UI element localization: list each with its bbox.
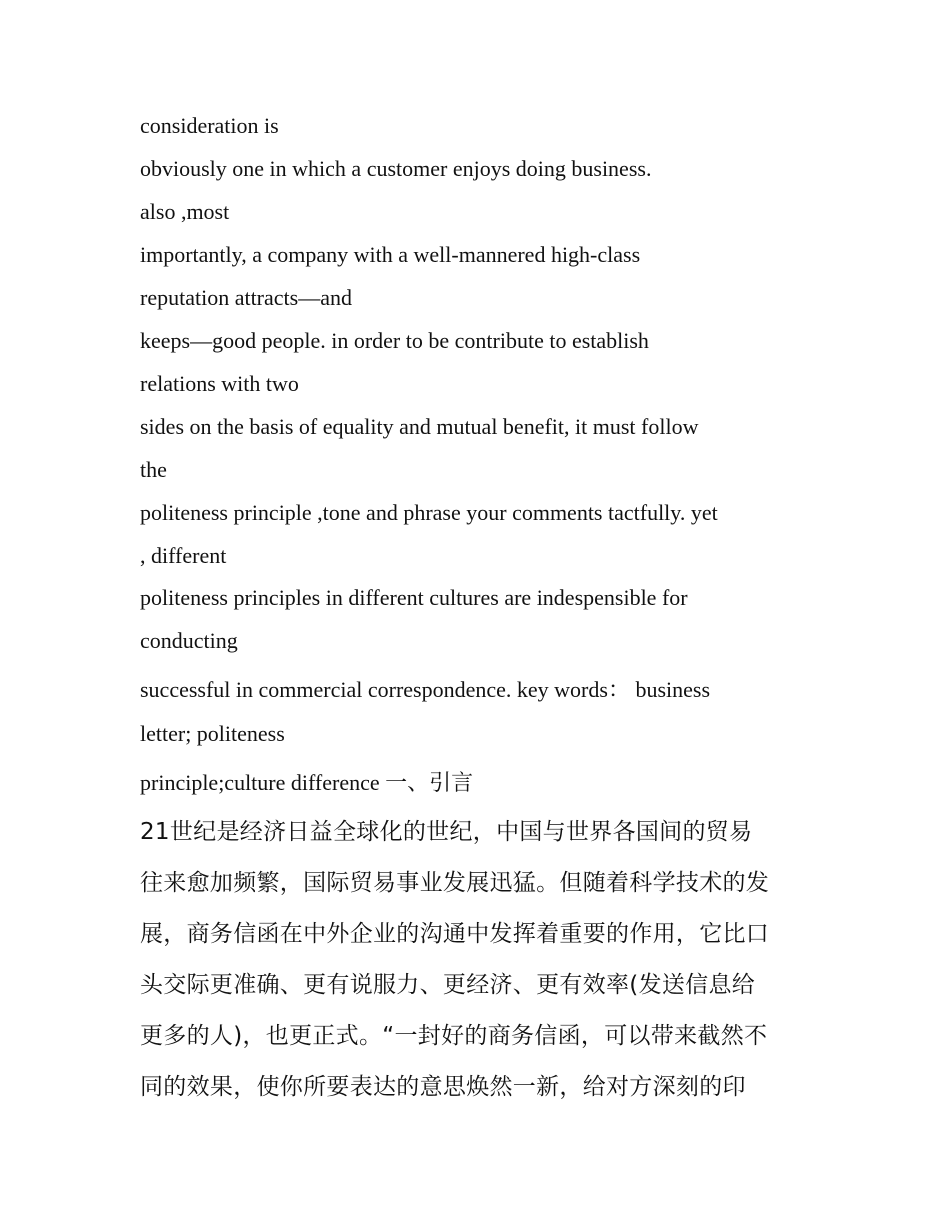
text-line: consideration is: [140, 113, 279, 138]
chinese-text-line: 21世纪是经济日益全球化的世纪，中国与世界各国间的贸易: [140, 819, 753, 845]
text-line: importantly, a company with a well-mannered high-class: [140, 242, 641, 267]
chinese-text-line: 同的效果，使你所要表达的意思焕然一新，给对方深刻的印: [140, 1074, 746, 1100]
text-line: relations with two: [140, 371, 299, 396]
text-line: politeness principles in different cultures are indespensible for: [140, 585, 688, 610]
text-line: politeness principle ,tone and phrase your comments tactfully. yet: [140, 500, 718, 525]
text-line: , different: [140, 543, 227, 568]
text-line: obviously one in which a customer enjoys doing business.: [140, 156, 652, 181]
text-line: sides on the basis of equality and mutual benefit, it must follow: [140, 414, 699, 439]
text-line: conducting: [140, 628, 238, 653]
text-line: the: [140, 457, 167, 482]
text-line: successful in commercial correspondence. key words： business: [140, 677, 711, 702]
chinese-text-line: 往来愈加频繁，国际贸易事业发展迅猛。但随着科学技术的发: [140, 870, 770, 896]
chinese-text-line: 更多的人)，也更正式。“一封好的商务信函，可以带来截然不: [140, 1023, 768, 1049]
text-line: also ,most: [140, 199, 230, 224]
chinese-text-line: 头交际更准确、更有说服力、更经济、更有效率(发送信息给: [140, 972, 756, 998]
text-line: keeps—good people. in order to be contribute to establish: [140, 328, 649, 353]
section-heading-line: principle;culture difference 一、引言: [140, 770, 474, 795]
text-line: reputation attracts—and: [140, 285, 352, 310]
chinese-text-line: 展，商务信函在中外企业的沟通中发挥着重要的作用，它比口: [140, 921, 770, 947]
text-line: letter; politeness: [140, 721, 285, 746]
